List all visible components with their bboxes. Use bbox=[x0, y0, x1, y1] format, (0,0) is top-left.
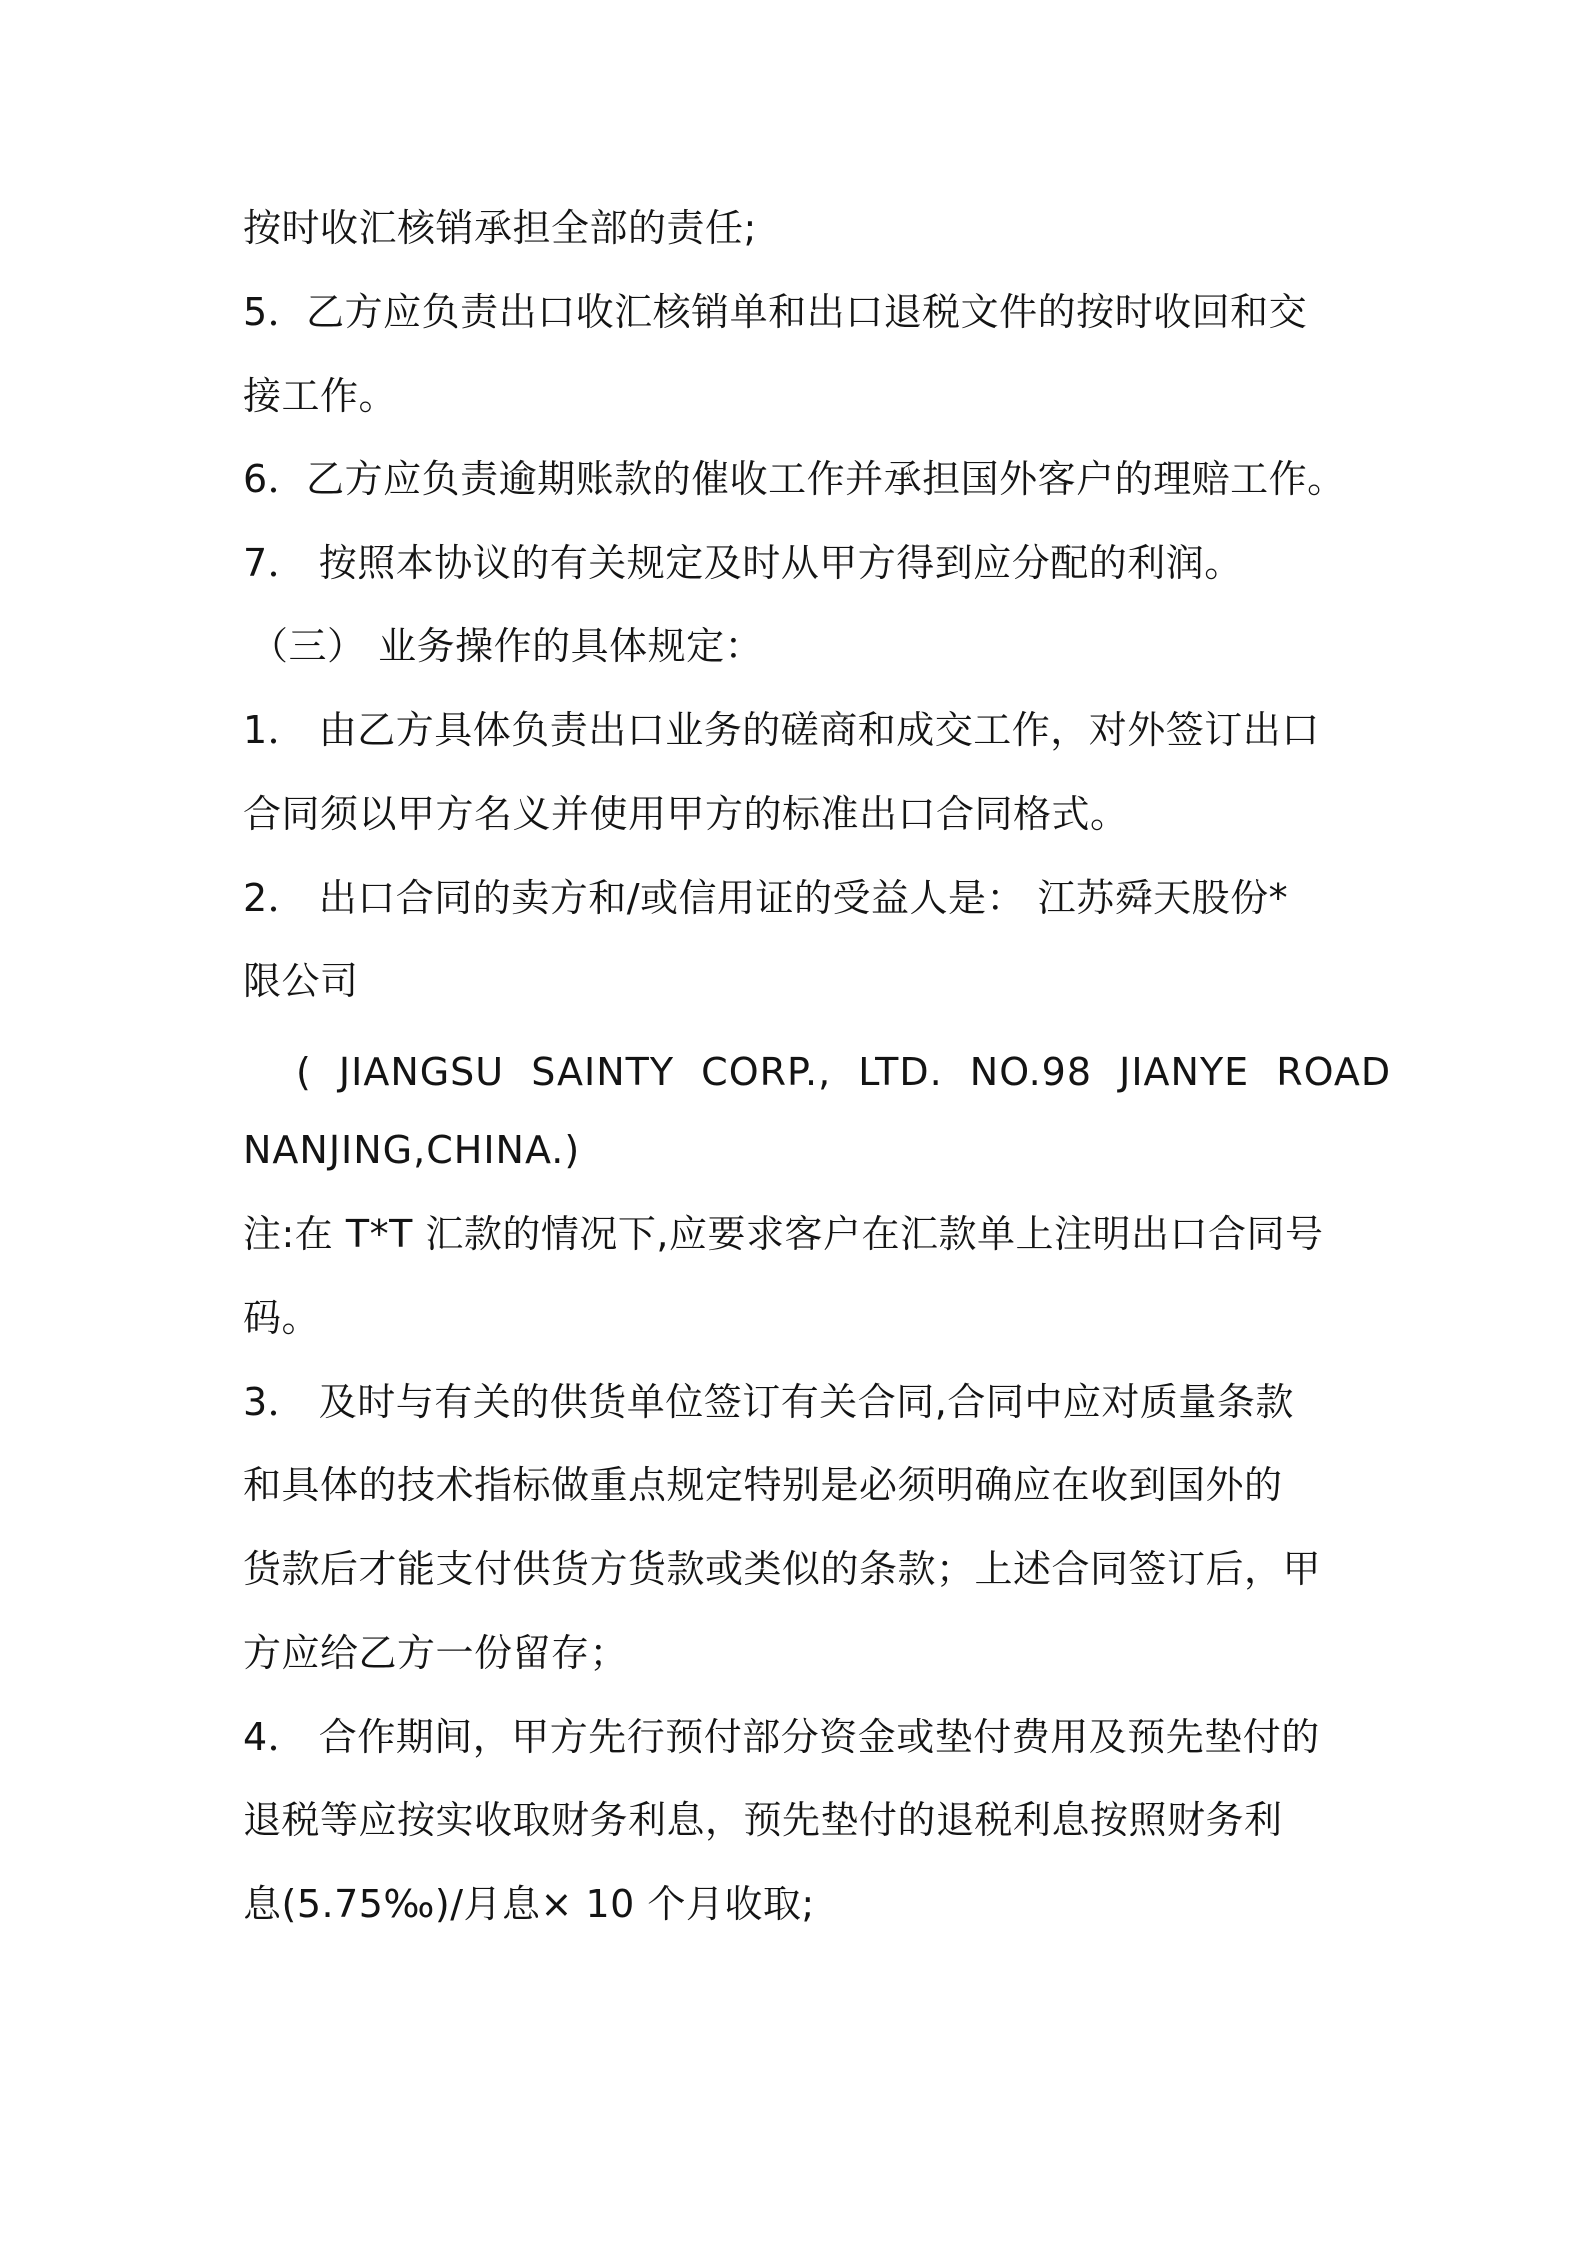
text-line: 退税等应按实收取财务利息，预先垫付的退税利息按照财务利 bbox=[243, 1798, 1283, 1842]
clause-4: 4． 合作期间，甲方先行预付部分资金或垫付费用及预先垫付的 bbox=[243, 1715, 1320, 1759]
english-address-line: ( JIANGSU SAINTY CORP., LTD. NO.98 JIANYE ROAD bbox=[296, 1050, 1392, 1094]
text-line: 按时收汇核销承担全部的责任; bbox=[243, 206, 757, 250]
clause-5: 5．乙方应负责出口收汇核销单和出口退税文件的按时收回和交 bbox=[243, 290, 1308, 334]
english-address-line: NANJING,CHINA.) bbox=[243, 1128, 581, 1172]
text-line: 和具体的技术指标做重点规定特别是必须明确应在收到国外的 bbox=[243, 1463, 1283, 1507]
text-line: 码。 bbox=[243, 1296, 321, 1340]
clause-2: 2． 出口合同的卖方和/或信用证的受益人是： 江苏舜天股份* bbox=[243, 876, 1289, 920]
note-line: 注:在 T*T 汇款的情况下,应要求客户在汇款单上注明出口合同号 bbox=[243, 1212, 1324, 1256]
text-line: 合同须以甲方名义并使用甲方的标准出口合同格式。 bbox=[243, 792, 1129, 836]
text-line: 方应给乙方一份留存； bbox=[243, 1631, 629, 1675]
clause-6: 6．乙方应负责逾期账款的催收工作并承担国外客户的理赔工作。 bbox=[243, 457, 1346, 501]
text-line: 息(5.75‰)/月息× 10 个月收取; bbox=[243, 1882, 815, 1926]
text-line: 限公司 bbox=[243, 959, 359, 1003]
clause-3: 3． 及时与有关的供货单位签订有关合同,合同中应对质量条款 bbox=[243, 1380, 1294, 1424]
clause-1: 1． 由乙方具体负责出口业务的磋商和成交工作，对外签订出口 bbox=[243, 708, 1320, 752]
section-heading-3: （三） 业务操作的具体规定： bbox=[250, 624, 764, 668]
clause-7: 7． 按照本协议的有关规定及时从甲方得到应分配的利润。 bbox=[243, 541, 1243, 585]
text-line: 接工作。 bbox=[243, 374, 398, 418]
text-line: 货款后才能支付供货方货款或类似的条款；上述合同签订后，甲 bbox=[243, 1547, 1322, 1591]
